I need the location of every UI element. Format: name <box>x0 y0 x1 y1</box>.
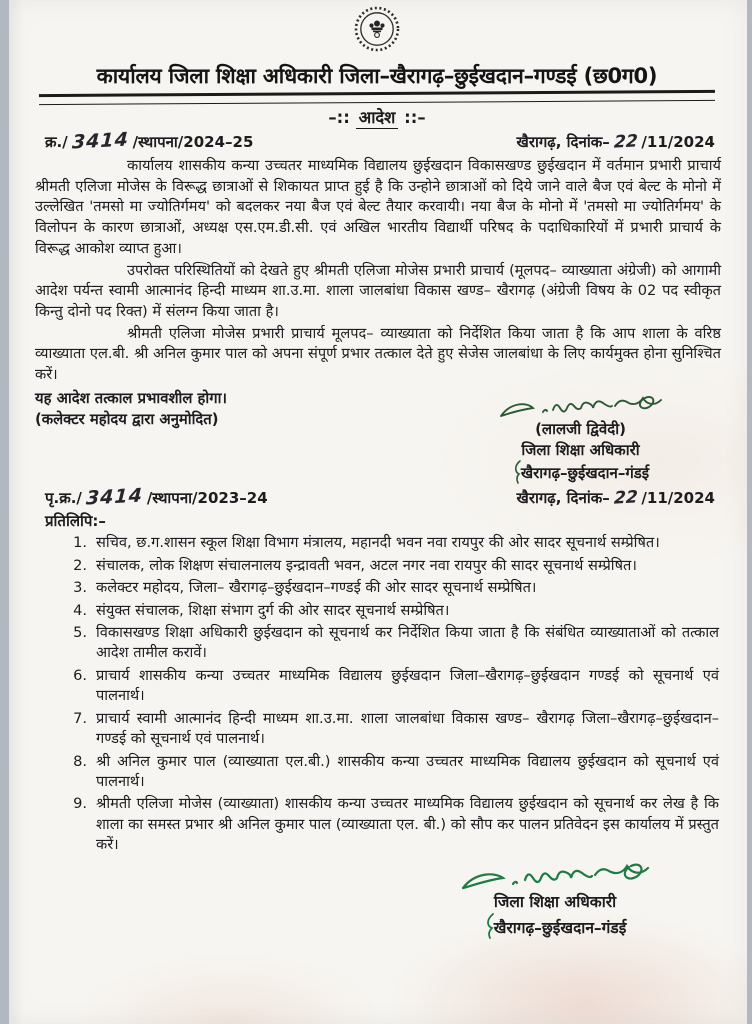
item-number: 2. <box>73 556 87 574</box>
list-item <box>65 601 719 621</box>
item-text: श्रीमती एलिजा मोजेस (व्याख्याता) शासकीय कन्या उच्चतर माध्यमिक विद्यालय छुईखदान को सूचनार्थ कर लेख है कि शाला का समस्त प्रभार श्री अनिल कुमार पाल (व्याख्याता एल. बी.) को सौप कर पालन प्रतिवेदन इस कार्यालय में प्रस्तुत करें। <box>96 795 719 854</box>
signature-block-bottom <box>405 858 705 940</box>
order-prefix: –:: <box>328 108 350 127</box>
item-number: 4. <box>73 601 87 619</box>
closing-row <box>31 388 723 484</box>
signatory-district <box>438 460 723 484</box>
endorsement-establishment: /स्थापना/2023–24 <box>146 489 268 508</box>
order-word: आदेश <box>356 108 399 129</box>
effective-line: यह आदेश तत्काल प्रभावशील होगा। <box>35 389 228 407</box>
endorsement-place-prefix: खैरागढ़, दिनांक– <box>516 489 610 508</box>
item-number: 6. <box>73 666 87 684</box>
endorsement-number <box>45 486 268 508</box>
item-text: श्री अनिल कुमार पाल (व्याख्याता एल.बी.) शासकीय कन्या उच्चतर माध्यमिक विद्यालय छुईखदान को सूचनार्थ एवं पालनार्थ। <box>96 752 719 790</box>
copy-section-heading: प्रतिलिपि:– <box>45 512 106 531</box>
item-text: प्राचार्य स्वामी आत्मानंद हिन्दी माध्यम शा.उ.मा. शाला जालबांधा विकास खण्ड– खैरागढ़ जिला–खैरागढ़–छुईखदान–गण्डई को सूचनार्थ एवं पालनार्थ। <box>96 709 719 748</box>
order-heading <box>31 105 723 128</box>
item-number: 1. <box>73 534 87 552</box>
district-text: खैरागढ़–छुईखदान–गंडई <box>493 919 627 938</box>
list-item <box>65 578 719 598</box>
closing-lines <box>31 388 438 484</box>
paragraph: श्रीमती एलिजा मोजेस प्रभारी प्राचार्य मूलपद– व्याख्याता को निर्देशित किया जाता है कि आप शाला के वरिष्ठ व्याख्याता एल.बी. श्री अनिल कुमार पाल को अपना संपूर्ण प्रभार तत्काल देते हुए सेजेस जालबांधा के लिए कार्यमुक्त होना सुनिश्चित करें। <box>35 324 721 384</box>
district-text: खैरागढ़–छुईखदान–गंडई <box>520 464 650 483</box>
signatory-designation: जिला शिक्षा अधिकारी <box>521 440 640 459</box>
item-text: प्राचार्य शासकीय कन्या उच्चतर माध्यमिक विद्यालय छुईखदान जिला–खैरागढ़–छुईखदान गण्डई को सूचनार्थ एवं पालनार्थ। <box>96 666 719 705</box>
endorsement-place-date <box>517 488 715 508</box>
list-item <box>65 623 719 664</box>
endorsement-date-rest: /11/2024 <box>641 489 715 508</box>
signatory-district <box>405 913 705 940</box>
list-item <box>65 666 719 707</box>
item-number: 7. <box>73 709 87 727</box>
order-number-establishment: /स्थापना/2024–25 <box>132 133 254 151</box>
reference-row-top <box>45 130 715 152</box>
paragraph: उपरोक्त परिस्थितियों को देखते हुए श्रीमती एलिजा मोजेस प्रभारी प्राचार्य (मूलपद– व्याख्याता अंग्रेजी) को आगामी आदेश पर्यन्त स्वामी आत्मानंद हिन्दी माध्यम शा.उ.मा. शाला जालबांधा विकास खण्ड– खैरागढ़ (अंग्रेजी विषय के 02 पद स्वीकृत किन्तु दोनो पद रिक्त) में संलग्न किया जाता है। <box>35 261 721 321</box>
title-divider <box>39 90 715 105</box>
copy-list <box>65 533 719 855</box>
item-number: 5. <box>73 623 87 641</box>
order-body <box>31 156 723 386</box>
order-number-prefix: क्र./ <box>45 133 68 151</box>
ashoka-emblem-seal-icon <box>354 6 400 52</box>
reference-row-bottom <box>45 486 715 508</box>
place-date <box>517 132 715 152</box>
item-text: विकासखण्ड शिक्षा अधिकारी छुईखदान को सूचनार्थ कर निर्देशित किया जाता है कि संबंधित व्याख्याताओं को तत्काल आदेश तामील करावें। <box>96 623 719 662</box>
endorsement-prefix: पृ.क्र./ <box>45 489 82 508</box>
item-number: 3. <box>73 579 87 597</box>
item-number: 9. <box>73 795 87 813</box>
item-text: संयुक्त संचालक, शिक्षा संभाग दुर्ग की ओर सादर सूचनार्थ सम्प्रेषित। <box>96 601 450 619</box>
document-page <box>9 0 747 1024</box>
endorsement-day-handwritten: 22 <box>613 487 638 509</box>
list-item <box>65 709 719 750</box>
list-item <box>65 794 719 855</box>
endorsement-number-handwritten: 3414 <box>85 484 144 510</box>
signature-block-mid <box>438 388 723 484</box>
item-text: संचालक, लोक शिक्षण संचालनालय इन्द्रावती भवन, अटल नगर नवा रायपुर की सादर सूचनार्थ सम्प्रेषित। <box>96 556 637 574</box>
signatory-designation: जिला शिक्षा अधिकारी <box>493 892 617 911</box>
order-number <box>45 130 253 152</box>
list-item <box>65 556 719 576</box>
emblem-container <box>31 6 723 56</box>
item-number: 8. <box>73 752 87 770</box>
approved-line: (कलेक्टर महोदय द्वारा अनुमोदित) <box>35 411 219 429</box>
place-date-prefix: खैरागढ़, दिनांक– <box>516 133 610 151</box>
date-day-handwritten: 22 <box>613 131 638 153</box>
list-item <box>65 752 719 793</box>
item-text: कलेक्टर महोदय, जिला– खैरागढ़–छुईखदान–गण्डई की ओर सादर सूचनार्थ सम्प्रेषित। <box>96 579 537 597</box>
order-number-handwritten: 3414 <box>71 128 130 154</box>
order-suffix: ::– <box>404 108 426 127</box>
signatory-name: (लालजी द्विवेदी) <box>535 419 626 438</box>
list-item <box>65 533 719 553</box>
office-title: कार्यालय जिला शिक्षा अधिकारी जिला–खैरागढ़–छुईखदान–गण्डई (छ0ग0) <box>96 64 658 88</box>
date-rest: /11/2024 <box>641 133 715 151</box>
paragraph: कार्यालय शासकीय कन्या उच्चतर माध्यमिक विद्यालय छुईखदान विकासखण्ड छुईखदान में वर्तमान प्रभारी प्राचार्य श्रीमती एलिजा मोजेस के विरूद्ध छात्राओं से शिकायत प्राप्त हुई है कि उन्होने छात्राओं को दिये जाने वाले बैज एवं बेल्ट के मोनो में उल्लेखित 'तमसो मा ज्योतिर्गमय' को बदलकर नया बैज एवं बेल्ट तैयार करवायी। नया बैज के मोनो में 'तमसो मा ज्योतिर्गमय' के विलोपन के कारण छात्राओं, अध्यक्ष एस.एम.डी.सी. एवं अखिल भारतीय विद्यार्थी परिषद के पदाधिकारियों में प्रभारी प्राचार्य के विरूद्ध आकोश व्याप्त हुआ। <box>35 157 721 257</box>
item-text: सचिव, छ.ग.शासन स्कूल शिक्षा विभाग मंत्रालय, महानदी भवन नवा रायपुर की ओर सादर सूचनार्थ सम्प्रेषित। <box>96 534 660 552</box>
